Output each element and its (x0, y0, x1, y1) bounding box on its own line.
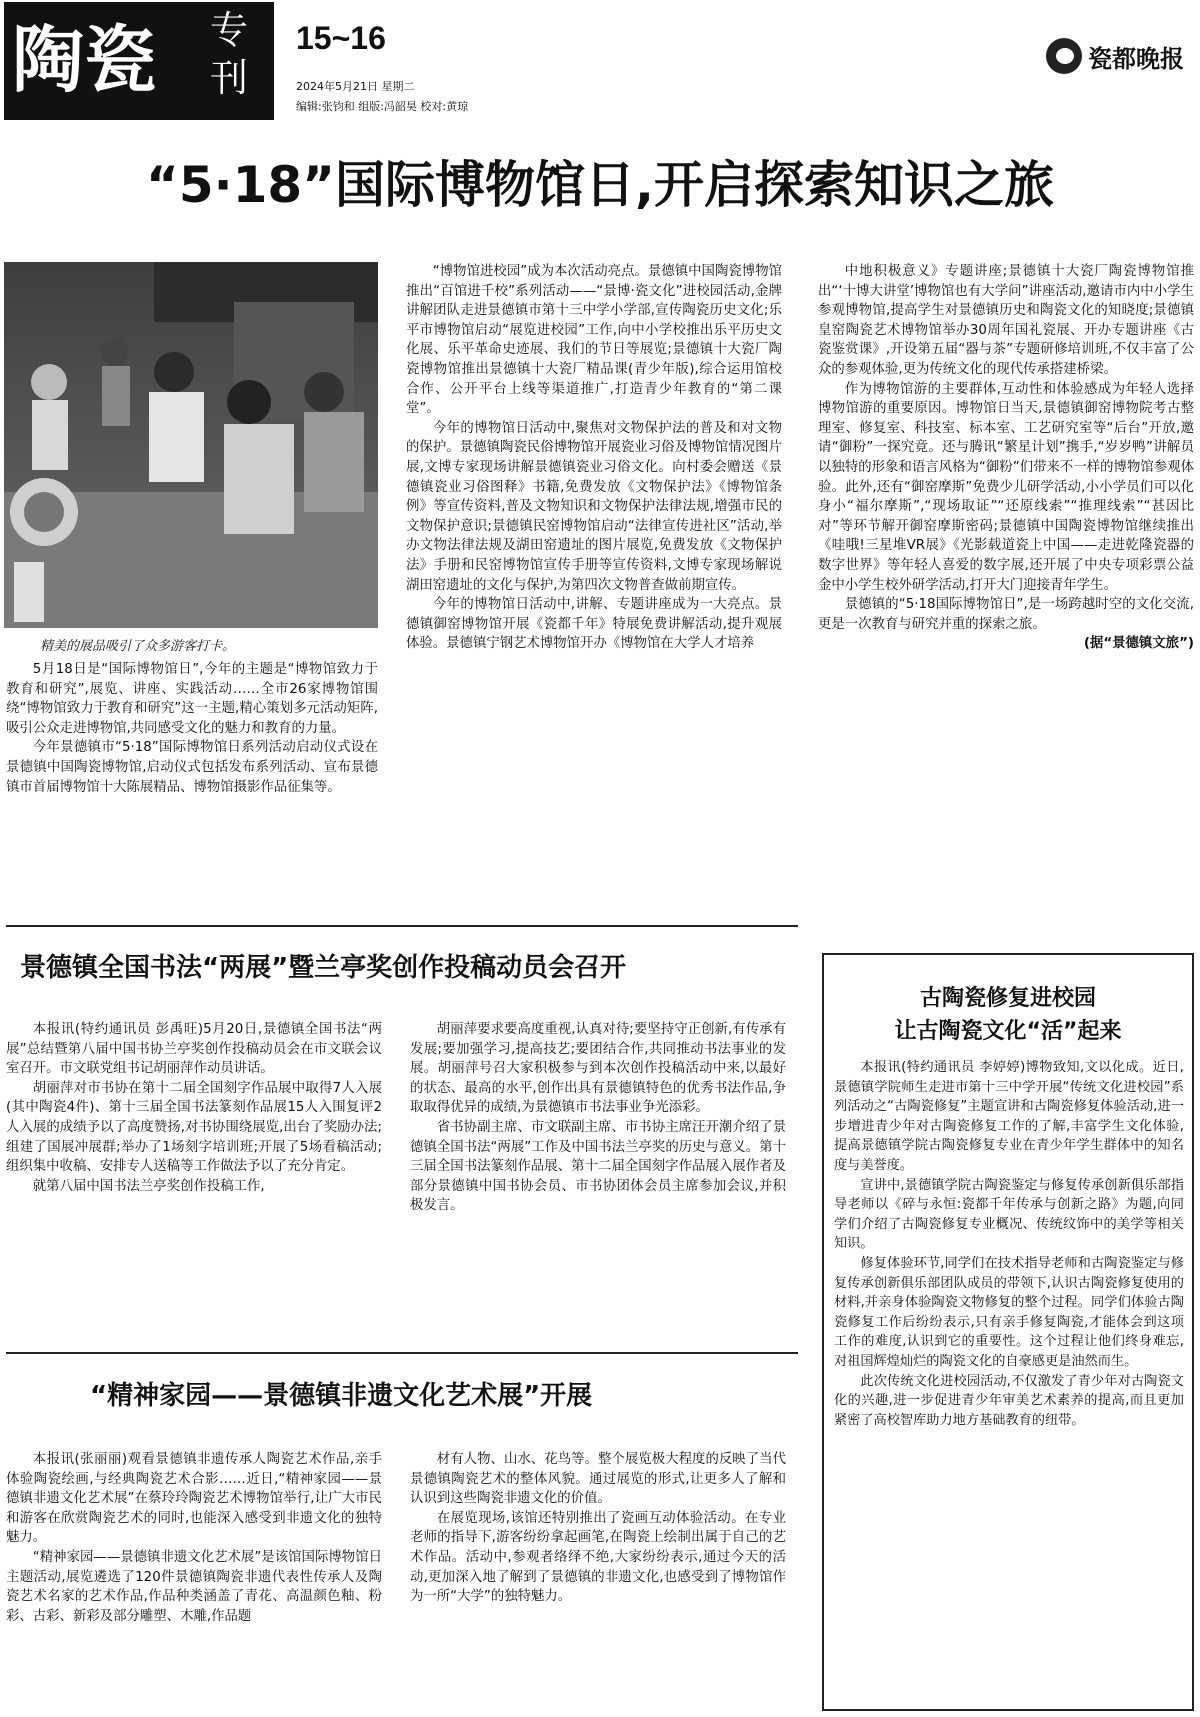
paragraph: 胡丽萍要求要高度重视,认真对待;要坚持守正创新,有传承有发展;要加强学习,提高技艺;要团结合作,共同推动书法事业的发展。胡丽萍号召大家积极参与到本次创作投稿活动中来,以最好的状态、最高的水平,创作出具有景德镇特色的优秀书法作品,争取取得优异的成绩,为景德镇市书法事业争光添彩。 (410, 1022, 786, 1116)
article1-column-3 (818, 262, 1194, 654)
paragraph: 本报讯(特约通讯员 李婷婷)博物致知,文以化成。近日,景德镇学院师生走进市第十三中学开展“传统文化进校园”系列活动之“古陶瓷修复”主题宣讲和古陶瓷修复体验活动,进一步增进青少年对古陶瓷修复工作的了解,丰富学生文化体验,提高景德镇学院古陶瓷修复专业在青少年学生群体中的知名度与美誉度。 (834, 1060, 1184, 1173)
section-divider (6, 1352, 798, 1354)
paragraph: 本报讯(张丽丽)观看景德镇非遗传承人陶瓷艺术作品,亲手体验陶瓷绘画,与经典陶瓷艺术合影……近日,“精神家园——景德镇非遗文化艺术展”在蔡玲玲陶瓷艺术博物馆举行,让广大市民和游客在欣赏陶瓷艺术的同时,也能深入感受到非遗文化的独特魅力。 (6, 1452, 382, 1546)
page-number: 15~16 (296, 20, 386, 56)
paragraph: 作为博物馆游的主要群体,互动性和体验感成为年轻人选择博物馆游的重要原因。博物馆日当天,景德镇御窑博物院考古整理室、修复室、科技室、标本室、工艺研究室等“后台”开放,邀请“御粉”一探究竟。还与腾讯“繁星计划”携手,“岁岁鸭”讲解员以独特的形象和语言风格为“御粉”们带来不一样的博物馆参观体验。此外,还有“御窑摩斯”免费少儿研学活动,小小学员们可以化身小“福尔摩斯”,“现场取证”“还原线索”“推理线索”“甚因比对”等环节解开御窑摩斯密码;景德镇中国陶瓷博物馆继续推出《哇哦!三星堆VR展》《光影载道瓷上中国——走进乾隆瓷器的数字世界》等年轻人喜爱的数字展,还开展了中央专项彩票公益金中小学生校外研学活动,打开大门迎接青年学生。 (818, 381, 1194, 593)
paragraph: 此次传统文化进校园活动,不仅激发了青少年对古陶瓷文化的兴趣,进一步促进青少年审美艺术素养的提高,而且更加紧密了高校智库助力地方基础教育的纽带。 (834, 1373, 1184, 1428)
paragraph: 本报讯(特约通讯员 彭禹旺)5月20日,景德镇全国书法“两展”总结暨第八届中国书协兰亭奖创作投稿动员会在市文联会议室召开。市文联党组书记胡丽萍作动员讲话。 (6, 1022, 382, 1077)
paragraph: 今年景德镇市“5·18”国际博物馆日系列活动启动仪式设在景德镇中国陶瓷博物馆,启动仪式包括发布系列活动、宣布景德镇市首届博物馆十大陈展精品、博物馆摄影作品征集等。 (6, 740, 378, 795)
main-headline: “5·18”国际博物馆日,开启探索知识之旅 (145, 156, 1055, 214)
paragraph: 省书协副主席、市文联副主席、市书协主席汪开潮介绍了景德镇全国书法“两展”工作及中国书法兰亭奖的历史与意义。第十三届全国书法篆刻作品展、第十二届全国刻字作品展入展作者及部分景德镇中国书协会员、市书协团体会员主席参加会议,并积极发言。 (410, 1119, 786, 1214)
newspaper-emblem-icon (1046, 38, 1082, 74)
masthead-subtitle: 专刊 (209, 8, 248, 100)
article1-column-1 (6, 660, 378, 797)
article4-body (834, 1058, 1184, 1430)
article4-title-line2: 让古陶瓷文化“活”起来 (894, 1019, 1122, 1044)
issue-date: 2024年5月21日 星期二 (296, 80, 415, 93)
article2-column-1 (6, 1020, 382, 1196)
newspaper-logo (1046, 38, 1184, 74)
paragraph: 就第八届中国书法兰亭奖创作投稿工作, (32, 1178, 265, 1194)
paragraph: 中地积极意义》专题讲座;景德镇十大瓷厂陶瓷博物馆推出“‘十博大讲堂’博物馆也有大学问”讲座活动,邀请市内中小学生参观博物馆,提高学生对景德镇历史和陶瓷文化的知晓度;景德镇皇窑陶瓷艺术博物馆举办30周年国礼瓷展、开办专题讲座《古瓷鉴赏课》,开设第五届“器与茶”专题研修培训班,不仅丰富了公众的参观体验,更为传统文化的现代传承搭建桥梁。 (818, 264, 1194, 377)
article3-column-1 (6, 1450, 382, 1626)
article4-title (830, 982, 1186, 1048)
paragraph: 景德镇的“5·18国际博物馆日”,是一场跨越时空的文化交流,更是一次教育与研究并重的探索之旅。 (818, 597, 1194, 632)
newspaper-name: 瓷都晚报 (1088, 43, 1184, 73)
masthead-title: 陶瓷 (12, 17, 157, 102)
article-source: (据“景德镇文旅”) (1083, 636, 1194, 652)
paragraph: 胡丽萍对市书协在第十二届全国刻字作品展中取得7人入展(其中陶瓷4件)、第十三届全国书法篆刻作品展15人入围复评2人入展的成绩予以了高度赞扬,对书协围绕展览,出台了奖励办法;组建了国展冲展群;举办了1场刻字培训班;开展了5场看稿活动;组织集中收稿、安排专人送稿等工作做法予以了充分肯定。 (6, 1080, 382, 1175)
article2-title: 景德镇全国书法“两展”暨兰亭奖创作投稿动员会召开 (20, 953, 627, 983)
article4-title-line1: 古陶瓷修复进校园 (919, 986, 1096, 1011)
paragraph: 宣讲中,景德镇学院古陶瓷鉴定与修复传承创新俱乐部指导老师以《碎与永恒:瓷都千年传承与创新之路》为题,向同学们介绍了古陶瓷修复专业概况、传统纹饰中的美学等相关知识。 (834, 1177, 1184, 1252)
news-photo (4, 262, 378, 628)
editor-credits: 编辑:张钧和 组版:冯韶昊 校对:黄琼 (296, 100, 469, 113)
paragraph: “博物馆进校园”成为本次活动亮点。景德镇中国陶瓷博物馆推出“百馆进千校”系列活动——“景博·瓷文化”进校园活动,金牌讲解团队走进景德镇市第十三中学小学部,宣传陶瓷历史文化;乐平市博物馆启动“展览进校园”工作,向中小学校推出乐平历史文化展、乐平革命史迹展、我们的节日等展览;景德镇十大瓷厂陶瓷博物馆推出景德镇十大瓷厂精品课(青少年版),综合运用馆校合作、公开平台上线等渠道推广,打造青少年教育的“第二课堂”。 (406, 264, 782, 417)
paragraph: “精神家园——景德镇非遗文化艺术展”是该馆国际博物馆日主题活动,展览遴选了120件景德镇陶瓷非遗代表性传承人及陶瓷艺术名家的艺术作品,作品种类涵盖了青花、高温颜色釉、粉彩、古彩、新彩及部分雕塑、木雕,作品题 (6, 1549, 382, 1624)
masthead-logo-block (4, 2, 274, 120)
article1-column-2 (406, 262, 782, 654)
section-divider (6, 925, 798, 927)
paragraph: 今年的博物馆日活动中,聚焦对文物保护法的普及和对文物的保护。景德镇陶瓷民俗博物馆开展瓷业习俗及博物馆情况图片展,文博专家现场讲解景德镇瓷业习俗文化。向村委会赠送《景德镇瓷业习俗图释》书籍,免费发放《文物保护法》《博物馆条例》等宣传资料,普及文物知识和文物保护法律法规,增强市民的文物保护意识;景德镇民窑博物馆启动“法律宣传进社区”活动,举办文物法律法规及湖田窑遗址的图片展览,免费发放《文物保护法》手册和民窑博物馆宣传手册等宣传资料,文博专家现场解说湖田窑遗址的文化与保护,为第四次文物普查做前期宣传。 (406, 420, 782, 593)
paragraph: 今年的博物馆日活动中,讲解、专题讲座成为一大亮点。景德镇御窑博物馆开展《瓷都千年》特展免费讲解活动,提升观展体验。景德镇宁钢艺术博物馆开办《博物馆在大学人才培养 (406, 597, 782, 652)
article3-title: “精神家园——景德镇非遗文化艺术展”开展 (90, 1381, 593, 1411)
article2-column-2 (410, 1020, 786, 1216)
paragraph: 材有人物、山水、花鸟等。整个展览极大程度的反映了当代景德镇陶瓷艺术的整体风貌。通过展览的形式,让更多人了解和认识到这些陶瓷非遗文化的价值。 (410, 1452, 786, 1507)
photo-caption: 精美的展品吸引了众多游客打卡。 (40, 639, 236, 654)
paragraph: 在展览现场,该馆还特别推出了瓷画互动体验活动。在专业老师的指导下,游客纷纷拿起画笔,在陶瓷上绘制出属于自己的艺术作品。活动中,参观者络绎不绝,大家纷纷表示,通过今天的活动,更加深入地了解到了景德镇的非遗文化,也感受到了博物馆作为一所“大学”的独特魅力。 (410, 1510, 786, 1605)
paragraph: 修复体验环节,同学们在技术指导老师和古陶瓷鉴定与修复传承创新俱乐部团队成员的带领下,认识古陶瓷修复使用的材料,并亲身体验陶瓷文物修复的整个过程。同学们体验古陶瓷修复工作后纷纷表示,只有亲手修复陶瓷,才能体会到这项工作的难度,认识到它的重要性。这个过程让他们终身难忘,对祖国辉煌灿烂的陶瓷文化的自豪感更是油然而生。 (834, 1255, 1184, 1369)
paragraph: 5月18日是“国际博物馆日”,今年的主题是“博物馆致力于教育和研究”,展览、讲座、实践活动……全市26家博物馆围绕“博物馆致力于教育和研究”这一主题,精心策划多元活动矩阵,吸引公众走进博物馆,共同感受文化的魅力和教育的力量。 (6, 662, 378, 736)
article3-column-2 (410, 1450, 786, 1607)
museum-visitors-photo (4, 262, 378, 628)
